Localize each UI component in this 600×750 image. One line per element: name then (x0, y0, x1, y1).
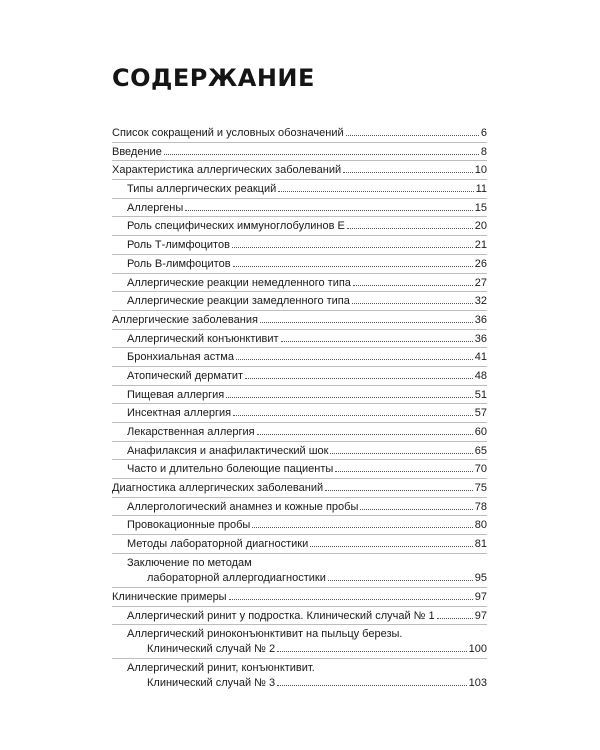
toc-entry-case-1[interactable] (112, 607, 487, 626)
toc-page-number: 10 (474, 164, 487, 177)
toc-entry-insect-allergy[interactable] (112, 404, 487, 423)
leader-dots (277, 685, 467, 686)
toc-entry-food-allergy[interactable] (112, 386, 487, 405)
toc-page-number: 57 (474, 407, 487, 420)
leader-dots (281, 341, 473, 342)
toc-entry-text: Атопический дерматит (127, 369, 244, 382)
leader-dots (233, 415, 473, 416)
toc-entry-text: Список сокращений и условных обозначений (112, 127, 344, 139)
toc-entry-text: Клинические примеры (112, 590, 227, 603)
toc-page-number: 8 (480, 145, 487, 158)
toc-page-number: 103 (468, 677, 487, 690)
leader-dots (257, 434, 473, 435)
leader-dots (352, 303, 473, 304)
leader-dots (353, 285, 473, 286)
toc-entry-text: Аллергические реакции немедленного типа (127, 276, 351, 289)
leader-dots (185, 210, 472, 211)
toc-page-number: 32 (474, 295, 487, 308)
toc-entry-lab-conclusion[interactable] (112, 554, 487, 588)
toc-entry-text: Введение (112, 145, 162, 158)
toc-entry-delayed-reactions[interactable] (112, 292, 487, 311)
toc-entry-text: Типы аллергических реакций (127, 183, 277, 196)
toc-entry-text: Пищевая аллергия (127, 388, 225, 401)
leader-dots (164, 154, 479, 155)
toc-entry-drug-allergy[interactable] (112, 423, 487, 442)
toc-page-number: 36 (474, 332, 487, 345)
leader-dots (229, 599, 473, 600)
toc-entry-text-continued: Клинический случай № 2 (147, 643, 276, 656)
toc-entry-reaction-types[interactable] (112, 180, 487, 199)
toc-entry-immediate-reactions[interactable] (112, 274, 487, 293)
toc-page-number: 97 (474, 609, 487, 622)
toc-page-number: 15 (474, 201, 487, 214)
toc-page-number: 60 (474, 426, 487, 438)
toc-entry-b-cell-role[interactable] (112, 255, 487, 274)
leader-dots (226, 397, 473, 398)
toc-entry-text: Роль Т-лимфоцитов (127, 239, 230, 252)
toc-page-number: 27 (474, 276, 487, 289)
toc-page-number: 75 (474, 482, 487, 495)
toc-entry-text: Бронхиальная астма (127, 351, 234, 364)
toc-page-number: 81 (474, 538, 487, 551)
toc-entry-text: Методы лабораторной диагностики (127, 538, 309, 551)
toc-entry-text: Роль специфических иммуноглобулинов Е (127, 220, 345, 233)
toc-page-number: 6 (480, 127, 487, 139)
leader-dots (310, 546, 473, 547)
page-title: СОДЕРЖАНИЕ (112, 64, 315, 92)
toc-entry-ige-role[interactable] (112, 217, 487, 236)
table-of-contents (112, 124, 487, 693)
toc-entry-conjunctivitis[interactable] (112, 330, 487, 349)
leader-dots (232, 247, 473, 248)
toc-page-number: 65 (474, 444, 487, 457)
leader-dots (335, 471, 472, 472)
toc-entry-text: Аллергический ринит у подростка. Клинический случай № 1 (127, 609, 435, 622)
toc-entry-characteristics[interactable] (112, 161, 487, 180)
toc-page-number: 48 (474, 369, 487, 382)
toc-entry-text: Провокационные пробы (127, 519, 251, 532)
toc-page-number: 21 (474, 239, 487, 252)
toc-page-number: 78 (474, 500, 487, 513)
toc-entry-text: Роль В-лимфоцитов (127, 257, 231, 270)
toc-entry-text: Аллергический конъюнктивит (127, 332, 279, 345)
toc-entry-case-3[interactable] (112, 659, 487, 693)
toc-page-number: 41 (474, 351, 487, 364)
toc-page-number: 100 (468, 643, 487, 656)
toc-entry-t-cell-role[interactable] (112, 236, 487, 255)
leader-dots (360, 509, 472, 510)
leader-dots (328, 580, 473, 581)
toc-entry-text: Заключение по методам (127, 556, 252, 569)
toc-page-number: 70 (474, 463, 487, 476)
toc-entry-text: Лекарственная аллергия (127, 426, 255, 438)
leader-dots (437, 618, 473, 619)
toc-page-number: 80 (474, 519, 487, 532)
toc-entry-text: Часто и длительно болеющие пациенты (127, 463, 334, 476)
toc-entry-text: Аллергические заболевания (112, 313, 258, 326)
toc-entry-atopic-dermatitis[interactable] (112, 367, 487, 386)
toc-entry-introduction[interactable] (112, 143, 487, 162)
toc-entry-text: Аллергические реакции замедленного типа (127, 295, 350, 308)
leader-dots (252, 527, 472, 528)
toc-entry-allergens[interactable] (112, 199, 487, 218)
toc-entry-text: Инсектная аллергия (127, 407, 232, 420)
toc-entry-text: Характеристика аллергических заболеваний (112, 164, 342, 177)
leader-dots (260, 322, 473, 323)
toc-page-number: 97 (474, 590, 487, 603)
toc-entry-lab-methods[interactable] (112, 535, 487, 554)
toc-page-number: 36 (474, 313, 487, 326)
toc-entry-abbreviations[interactable] (112, 124, 487, 143)
leader-dots (233, 266, 473, 267)
toc-page-number: 11 (475, 183, 487, 196)
toc-page-number: 20 (474, 220, 487, 233)
toc-entry-text-continued: лабораторной аллергодиагностики (147, 571, 326, 584)
leader-dots (330, 453, 472, 454)
toc-entry-text: Аллергологический анамнез и кожные пробы (127, 500, 359, 513)
toc-entry-text: Аллергический риноконъюнктивит на пыльцу березы. (127, 628, 403, 641)
leader-dots (278, 191, 473, 192)
leader-dots (325, 490, 473, 491)
toc-entry-frequently-ill[interactable] (112, 460, 487, 479)
toc-page-number: 95 (474, 571, 487, 584)
toc-entry-text: Аллергический ринит, конъюнктивит. (127, 662, 315, 675)
toc-page-number: 26 (474, 257, 487, 270)
toc-entry-provocation-tests[interactable] (112, 516, 487, 535)
leader-dots (346, 135, 479, 136)
toc-entry-text: Анафилаксия и анафилактический шок (127, 444, 329, 457)
toc-entry-clinical-examples[interactable] (112, 588, 487, 607)
toc-entry-asthma[interactable] (112, 348, 487, 367)
leader-dots (277, 651, 467, 652)
toc-page-number: 51 (474, 388, 487, 401)
leader-dots (236, 359, 473, 360)
toc-entry-diagnostics[interactable] (112, 479, 487, 498)
toc-entry-text: Диагностика аллергических заболеваний (112, 482, 324, 495)
toc-entry-anaphylaxis[interactable] (112, 442, 487, 461)
leader-dots (343, 172, 473, 173)
toc-entry-allergic-diseases[interactable] (112, 311, 487, 330)
leader-dots (245, 378, 473, 379)
toc-entry-text: Аллергены (127, 201, 184, 214)
toc-entry-case-2[interactable] (112, 625, 487, 659)
toc-entry-text-continued: Клинический случай № 3 (147, 677, 276, 690)
toc-entry-anamnesis-skin-tests[interactable] (112, 498, 487, 517)
leader-dots (347, 228, 473, 229)
